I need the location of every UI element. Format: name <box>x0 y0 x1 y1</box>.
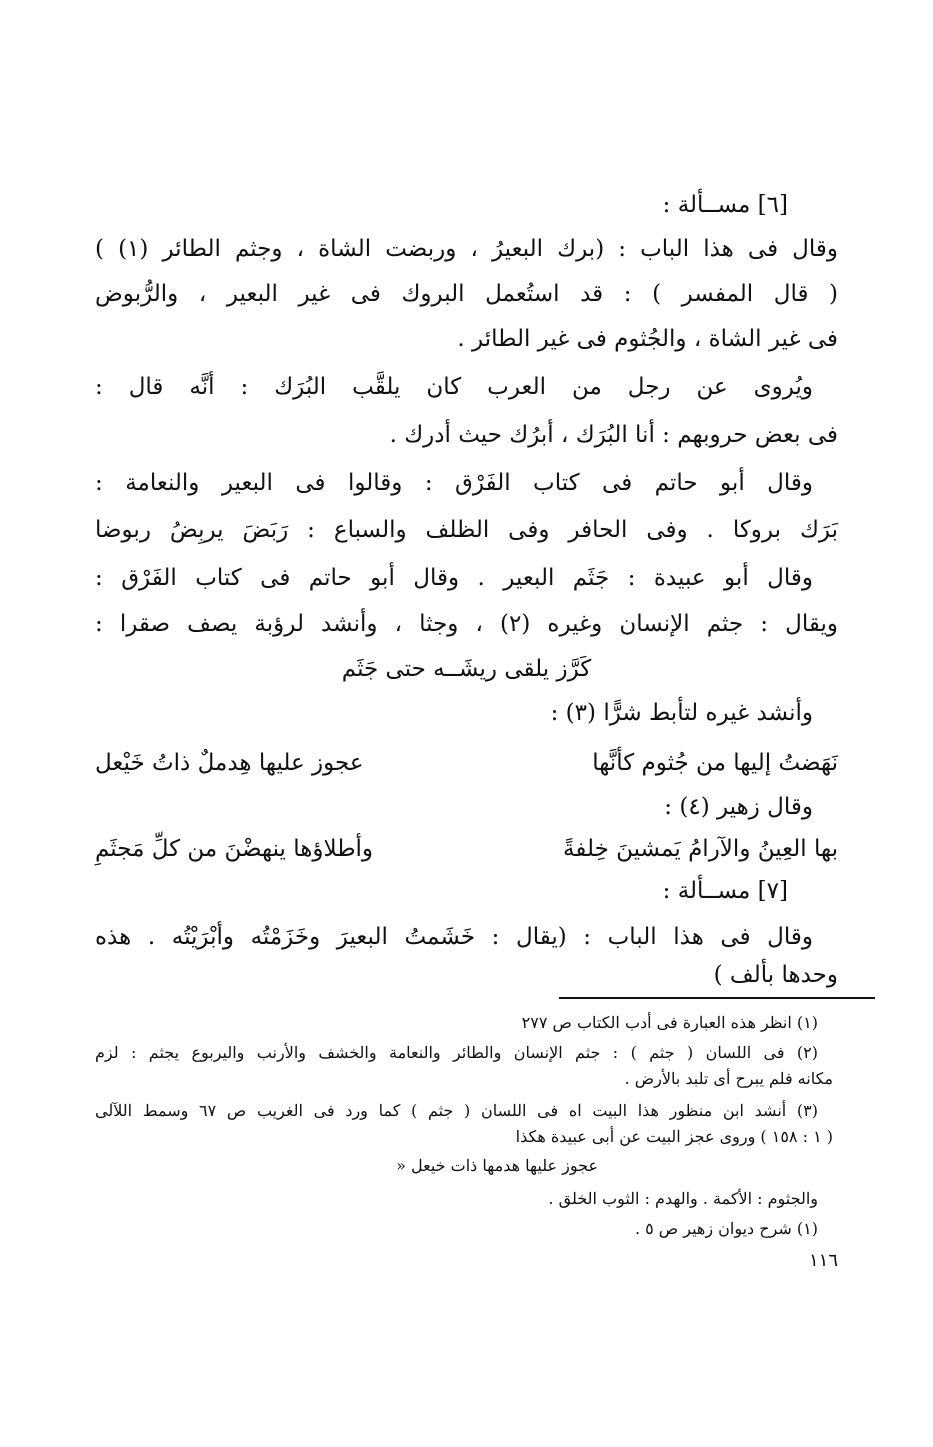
text-line: وقال زهير (٤) : <box>664 794 813 820</box>
verse-couplet <box>95 834 838 864</box>
text-line: وأنشد غيره لتأبط شرًّا (٣) : <box>550 700 813 726</box>
footnote-line: (٢) فى اللسان ( جثم ) : جثم الإنسان والطائر والنعامة والخشف والأرنب واليربوع يجثم : لزم <box>95 1043 818 1062</box>
text-line: وقال أبو حاتم فى كتاب الفَرْق : وقالوا فى البعير والنعامة : <box>95 470 813 496</box>
page-number: ١١٦ <box>808 1250 838 1271</box>
text-line: وحدها بألف ) <box>713 962 838 988</box>
text-line: وقال فى هذا الباب : (يقال : خَشَمتُ البعيرَ وخَزَمْتُه وأبْرَيْتُه . هذه <box>95 924 813 950</box>
footnote-line: عجوز عليها هدمها ذات خيعل « <box>396 1156 598 1175</box>
text-line: فى بعض حروبهم : أنا البُرَك ، أبرُك حيث أدرك . <box>389 422 838 448</box>
text-line: ويقال : جثم الإنسان وغيره (٢) ، وجثا ، وأنشد لرؤبة يصف صقرا : <box>95 611 838 637</box>
footnote-line: (١) شرح ديوان زهير ص ٥ . <box>634 1219 818 1238</box>
footnote-line: (١) انظر هذه العبارة فى أدب الكتاب ص ٢٧٧ <box>521 1013 818 1032</box>
footnote-line: والجثوم : الأكمة . والهدم : الثوب الخلق . <box>548 1189 818 1208</box>
text-line: ويُروى عن رجل من العرب كان يلقَّب البُرَك : أنَّه قال : <box>95 374 813 400</box>
section-heading: [٦] مســألة : <box>662 192 788 218</box>
verse-line: كَرَّز يلقى ريشَــه حتى جَثَم <box>341 656 592 682</box>
verse-hemistich-first: نَهَضتُ إليها من جُثوم كأنَّها <box>592 750 838 776</box>
text-line: فى غير الشاة ، والجُثوم فى غير الطائر . <box>457 326 838 352</box>
text-line: بَرَك بروكا . وفى الحافر وفى الظلف والسباع : رَبَضَ يربِضُ ربوضا <box>95 517 838 543</box>
footnote-line: (٣) أنشد ابن منظور هذا البيت اه فى اللسان ( جثم ) كما ورد فى الغريب ص ٦٧ وسمط اللآلى <box>95 1101 818 1120</box>
text-line: وقال فى هذا الباب : (برك البعيرُ ، وربضت الشاة ، وجثم الطائر (١) ) <box>95 236 838 262</box>
text-line: وقال أبو عبيدة : جَثَم البعير . وقال أبو حاتم فى كتاب الفَرْق : <box>95 565 813 591</box>
footnote-line: ( ١ : ١٥٨ ) وروى عجز البيت عن أبى عبيدة هكذا <box>515 1127 833 1146</box>
footnote-separator <box>559 997 875 999</box>
verse-hemistich-second: عجوز عليها هِدملٌ ذاتُ خَيْعل <box>95 750 364 776</box>
verse-hemistich-second: وأطلاؤها ينهضْنَ من كلِّ مَجثَمِ <box>95 836 374 862</box>
verse-couplet <box>95 748 838 778</box>
text-line: ( قال المفسر ) : قد استُعمل البروك فى غير البعير ، والرُّبوض <box>95 281 838 307</box>
footnote-line: مكانه فلم يبرح أى تلبد بالأرض . <box>624 1069 833 1088</box>
section-heading: [٧] مســألة : <box>662 878 788 904</box>
verse-hemistich-first: بها العِينُ والآرامُ يَمشينَ خِلفةً <box>562 836 838 862</box>
